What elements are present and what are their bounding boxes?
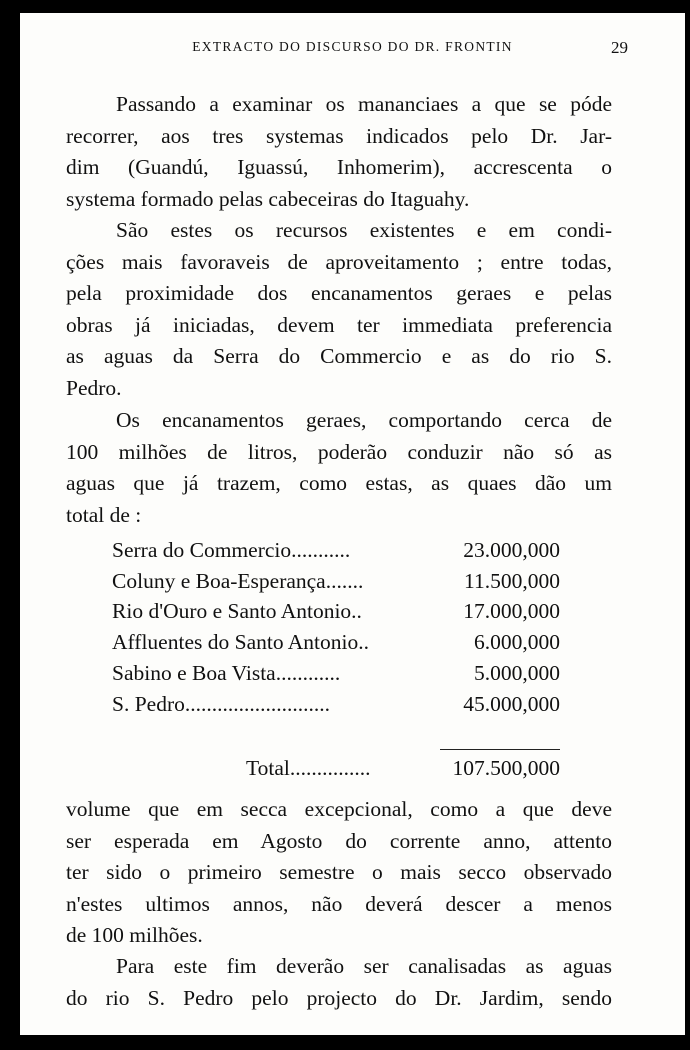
text-line: systema formado pelas cabeceiras do Itaguahy.: [66, 186, 470, 211]
source-volume: 6.000,000: [474, 630, 560, 655]
text-line: Pedro.: [66, 375, 122, 400]
text-line: recorrer, aos tres systemas indicados pelo Dr. Jar-: [66, 123, 612, 148]
page-header: [20, 39, 685, 63]
paragraph-2: [66, 215, 612, 404]
source-name: Serra do Commercio...........: [112, 538, 351, 562]
text-line: ser esperada em Agosto do corrente anno, attento: [66, 828, 612, 853]
source-name: S. Pedro...........................: [112, 691, 330, 716]
total-row: [246, 756, 560, 781]
book-page: [20, 13, 685, 1035]
text-line: do rio S. Pedro pelo projecto do Dr. Jardim, sendo: [66, 985, 612, 1010]
text-line: de 100 milhões.: [66, 923, 203, 947]
sources-table: [112, 535, 560, 719]
text-line: Passando a examinar os mananciaes a que se póde: [116, 92, 612, 116]
text-line: total de :: [66, 502, 142, 527]
text-line: Para este fim deverão ser canalisadas as aguas: [116, 954, 612, 978]
text-line: volume que em secca excepcional, como a que deve: [66, 797, 612, 821]
source-name: Affluentes do Santo Antonio..: [112, 630, 369, 655]
total-value: 107.500,000: [452, 756, 560, 780]
source-name: Sabino e Boa Vista............: [112, 660, 341, 685]
source-name: Rio d'Ouro e Santo Antonio..: [112, 599, 362, 624]
table-row: [112, 566, 560, 597]
text-line: 100 milhões de litros, poderão conduzir não só as: [66, 439, 612, 464]
text-line: as aguas da Serra do Commercio e as do rio S.: [66, 344, 612, 368]
text-line: ções mais favoraveis de aproveitamento ; entre todas,: [66, 249, 612, 274]
text-line: obras já iniciadas, devem ter immediata preferencia: [66, 312, 612, 337]
text-line: n'estes ultimos annos, não deverá descer a menos: [66, 891, 612, 916]
text-line: São estes os recursos existentes e em condi-: [116, 218, 612, 242]
total-label: Total...............: [246, 756, 371, 780]
text-line: aguas que já trazem, como estas, as quaes dão um: [66, 471, 612, 495]
source-name: Coluny e Boa-Esperança.......: [112, 568, 364, 593]
text-line: Os encanamentos geraes, comportando cerca de: [116, 408, 612, 432]
source-volume: 45.000,000: [463, 691, 560, 716]
source-volume: 11.500,000: [464, 568, 560, 593]
source-volume: 5.000,000: [474, 660, 560, 685]
table-row: [112, 658, 560, 689]
paragraph-3: [66, 405, 612, 531]
table-row: [112, 535, 560, 566]
page-number: 29: [611, 38, 628, 57]
paragraph-5: [66, 951, 612, 1014]
text-line: ter sido o primeiro semestre o mais secco observado: [66, 860, 612, 884]
paragraph-1: [66, 89, 612, 215]
source-volume: 17.000,000: [463, 599, 560, 624]
table-row: [112, 596, 560, 627]
table-row: [112, 627, 560, 658]
paragraph-4: [66, 794, 612, 952]
source-volume: 23.000,000: [463, 538, 560, 562]
sum-rule: [440, 749, 560, 750]
text-line: dim (Guandú, Iguassú, Inhomerim), accrescenta o: [66, 155, 612, 179]
running-title: EXTRACTO DO DISCURSO DO DR. FRONTIN: [192, 39, 513, 54]
table-row: [112, 689, 560, 720]
text-line: pela proximidade dos encanamentos geraes e pelas: [66, 281, 612, 305]
